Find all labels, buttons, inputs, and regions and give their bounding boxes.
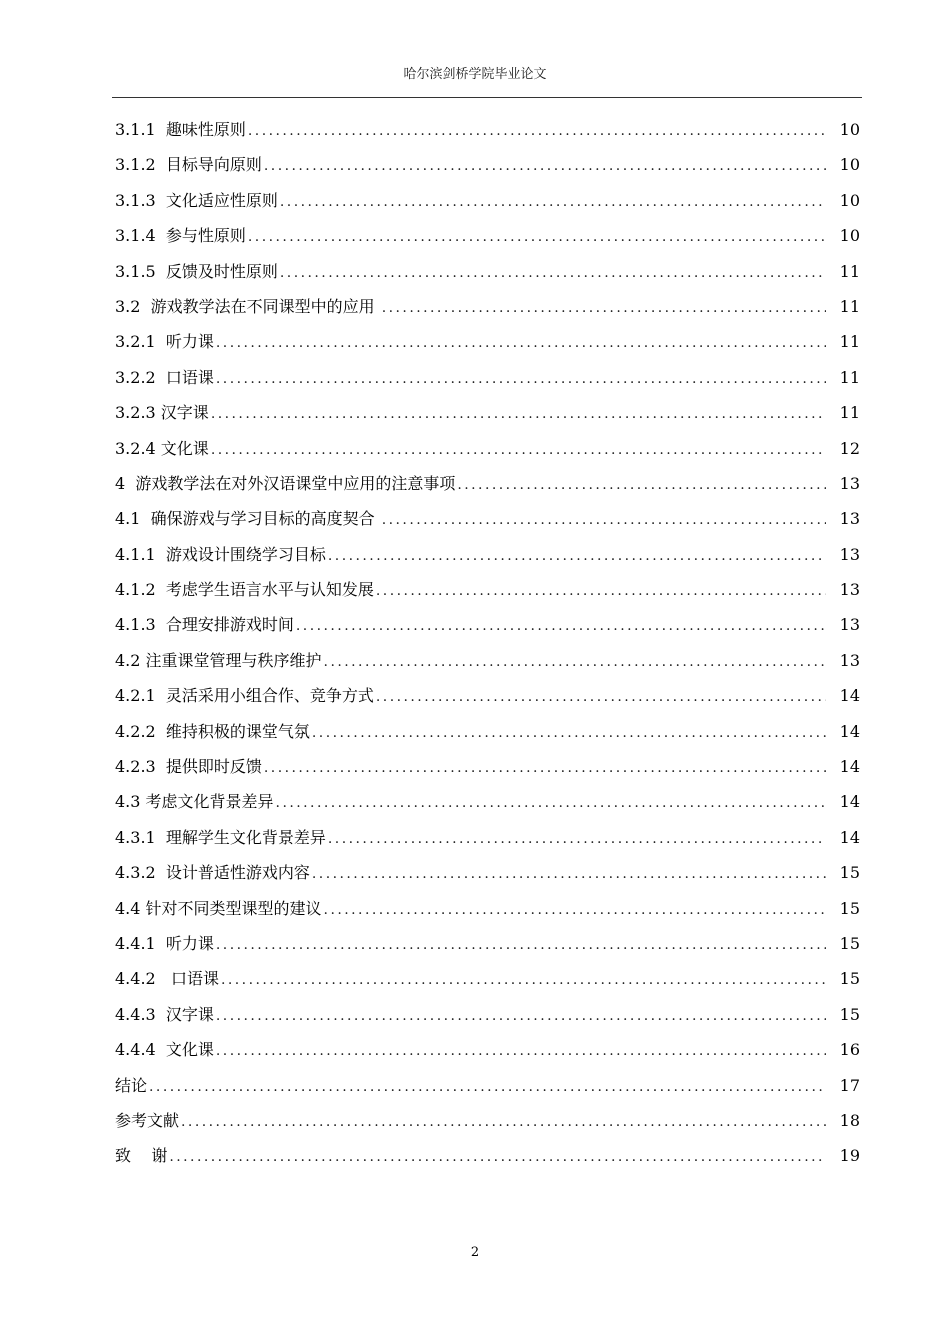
toc-entry-title: 4.3.1 理解学生文化背景差异 [115,827,326,847]
toc-entry-title: 4.4.4 文化课 [115,1040,214,1060]
toc-entry[interactable] [115,1068,860,1103]
toc-entry-page-number: 13 [839,615,860,635]
toc-entry[interactable] [115,997,860,1032]
toc-entry-title: 3.2.3 汉字课 [115,403,209,423]
toc-entry-page-number: 14 [839,827,860,847]
toc-entry-title: 结论 [115,1075,148,1095]
toc-dot-leader [324,645,826,680]
toc-entry-title: 3.1.4 参与性原则 [115,226,246,246]
toc-entry-title: 4.3.2 设计普适性游戏内容 [115,863,310,883]
toc-entry[interactable] [115,607,860,642]
toc-entry-title: 4.2 注重课堂管理与秩序维护 [115,650,322,670]
toc-dot-leader [211,433,826,468]
toc-dot-leader [280,256,826,291]
toc-entry[interactable] [115,572,860,607]
toc-entry-page-number: 13 [839,544,860,564]
toc-dot-leader [211,397,826,432]
toc-entry-title: 参考文献 [115,1110,180,1130]
toc-entry[interactable] [115,820,860,855]
toc-entry-page-number: 10 [839,155,860,175]
toc-entry[interactable] [115,537,860,572]
toc-entry-page-number: 15 [839,898,860,918]
toc-entry[interactable] [115,1138,860,1173]
toc-entry[interactable] [115,466,860,501]
toc-entry-title: 4.1.3 合理安排游戏时间 [115,615,294,635]
toc-entry-page-number: 11 [839,296,860,316]
toc-dot-leader [248,220,826,255]
toc-entry-title: 4.1.1 游戏设计围绕学习目标 [115,544,326,564]
toc-entry-page-number: 14 [839,792,860,812]
toc-entry-title: 4.4.3 汉字课 [115,1004,214,1024]
toc-entry-title: 4.4 针对不同类型课型的建议 [115,898,322,918]
toc-entry-page-number: 10 [839,226,860,246]
toc-entry-title: 4.2.1 灵活采用小组合作、竞争方式 [115,686,374,706]
toc-entry-title: 4.3 考虑文化背景差异 [115,792,274,812]
toc-dot-leader [328,539,826,574]
toc-entry-title: 3.2.4 文化课 [115,438,209,458]
toc-entry-page-number: 15 [839,1004,860,1024]
toc-entry-title: 3.1.5 反馈及时性原则 [115,261,278,281]
toc-dot-leader [312,716,826,751]
page-header-title: 哈尔滨剑桥学院毕业论文 [403,67,547,82]
toc-entry-title: 4.1 确保游戏与学习目标的高度契合 [115,509,380,529]
toc-entry[interactable] [115,183,860,218]
toc-entry-page-number: 14 [839,757,860,777]
toc-dot-leader [169,1140,826,1175]
toc-entry-title: 3.1.2 目标导向原则 [115,155,262,175]
toc-entry[interactable] [115,749,860,784]
toc-entry[interactable] [115,1103,860,1138]
toc-entry[interactable] [115,926,860,961]
toc-dot-leader [248,114,826,149]
toc-entry-title: 4.1.2 考虑学生语言水平与认知发展 [115,580,374,600]
toc-dot-leader [216,326,826,361]
table-of-contents [115,112,860,1174]
toc-dot-leader [382,503,826,538]
toc-entry[interactable] [115,1032,860,1067]
toc-dot-leader [216,1034,826,1069]
toc-entry[interactable] [115,289,860,324]
toc-entry-title: 3.2 游戏教学法在不同课型中的应用 [115,296,380,316]
toc-entry[interactable] [115,714,860,749]
toc-entry-title: 4.2.3 提供即时反馈 [115,757,262,777]
toc-entry-title: 4.2.2 维持积极的课堂气氛 [115,721,310,741]
toc-dot-leader [264,751,826,786]
toc-dot-leader [296,609,826,644]
toc-dot-leader [221,963,826,998]
toc-entry[interactable] [115,395,860,430]
toc-entry-page-number: 13 [839,473,860,493]
toc-dot-leader [216,928,826,963]
toc-entry-title: 3.2.1 听力课 [115,332,214,352]
toc-entry-page-number: 10 [839,190,860,210]
toc-dot-leader [264,149,826,184]
toc-entry-page-number: 11 [839,261,860,281]
toc-dot-leader [216,362,826,397]
toc-entry[interactable] [115,678,860,713]
toc-entry-page-number: 17 [839,1075,860,1095]
toc-entry-page-number: 14 [839,686,860,706]
toc-dot-leader [382,291,826,326]
toc-entry-title: 4.4.1 听力课 [115,933,214,953]
toc-entry-title: 3.2.2 口语课 [115,367,214,387]
toc-entry-page-number: 13 [839,509,860,529]
toc-entry-page-number: 13 [839,650,860,670]
toc-dot-leader [457,468,826,503]
toc-entry-page-number: 13 [839,580,860,600]
toc-dot-leader [328,822,826,857]
toc-dot-leader [324,893,826,928]
header-divider [112,97,862,98]
toc-entry-page-number: 11 [839,332,860,352]
toc-entry-page-number: 14 [839,721,860,741]
toc-entry[interactable] [115,147,860,182]
toc-dot-leader [280,185,826,220]
toc-dot-leader [376,680,826,715]
toc-entry[interactable] [115,431,860,466]
toc-entry[interactable] [115,643,860,678]
page-number: 2 [470,1245,480,1260]
toc-entry[interactable] [115,218,860,253]
toc-entry[interactable] [115,891,860,926]
toc-entry[interactable] [115,855,860,890]
toc-dot-leader [149,1070,826,1105]
toc-dot-leader [181,1105,826,1140]
toc-entry-title: 4.4.2 口语课 [115,969,219,989]
toc-dot-leader [216,999,826,1034]
toc-entry-page-number: 16 [839,1040,860,1060]
toc-entry-page-number: 12 [839,438,860,458]
toc-dot-leader [376,574,826,609]
toc-entry[interactable] [115,112,860,147]
toc-entry[interactable] [115,784,860,819]
toc-entry-title: 致 谢 [115,1146,168,1166]
toc-entry-title: 3.1.1 趣味性原则 [115,120,246,139]
toc-entry[interactable] [115,961,860,996]
toc-dot-leader [312,857,826,892]
toc-entry-page-number: 10 [839,120,860,139]
toc-entry-title: 4 游戏教学法在对外汉语课堂中应用的注意事项 [115,473,456,493]
toc-entry-page-number: 11 [839,403,860,423]
toc-entry-page-number: 18 [839,1110,860,1130]
toc-entry-page-number: 15 [839,969,860,989]
toc-entry-page-number: 11 [839,367,860,387]
toc-entry-page-number: 19 [839,1146,860,1166]
toc-entry-page-number: 15 [839,863,860,883]
toc-entry-page-number: 15 [839,933,860,953]
toc-entry[interactable] [115,324,860,359]
toc-entry[interactable] [115,360,860,395]
toc-dot-leader [276,786,826,821]
toc-entry[interactable] [115,501,860,536]
toc-entry[interactable] [115,254,860,289]
toc-entry-title: 3.1.3 文化适应性原则 [115,190,278,210]
